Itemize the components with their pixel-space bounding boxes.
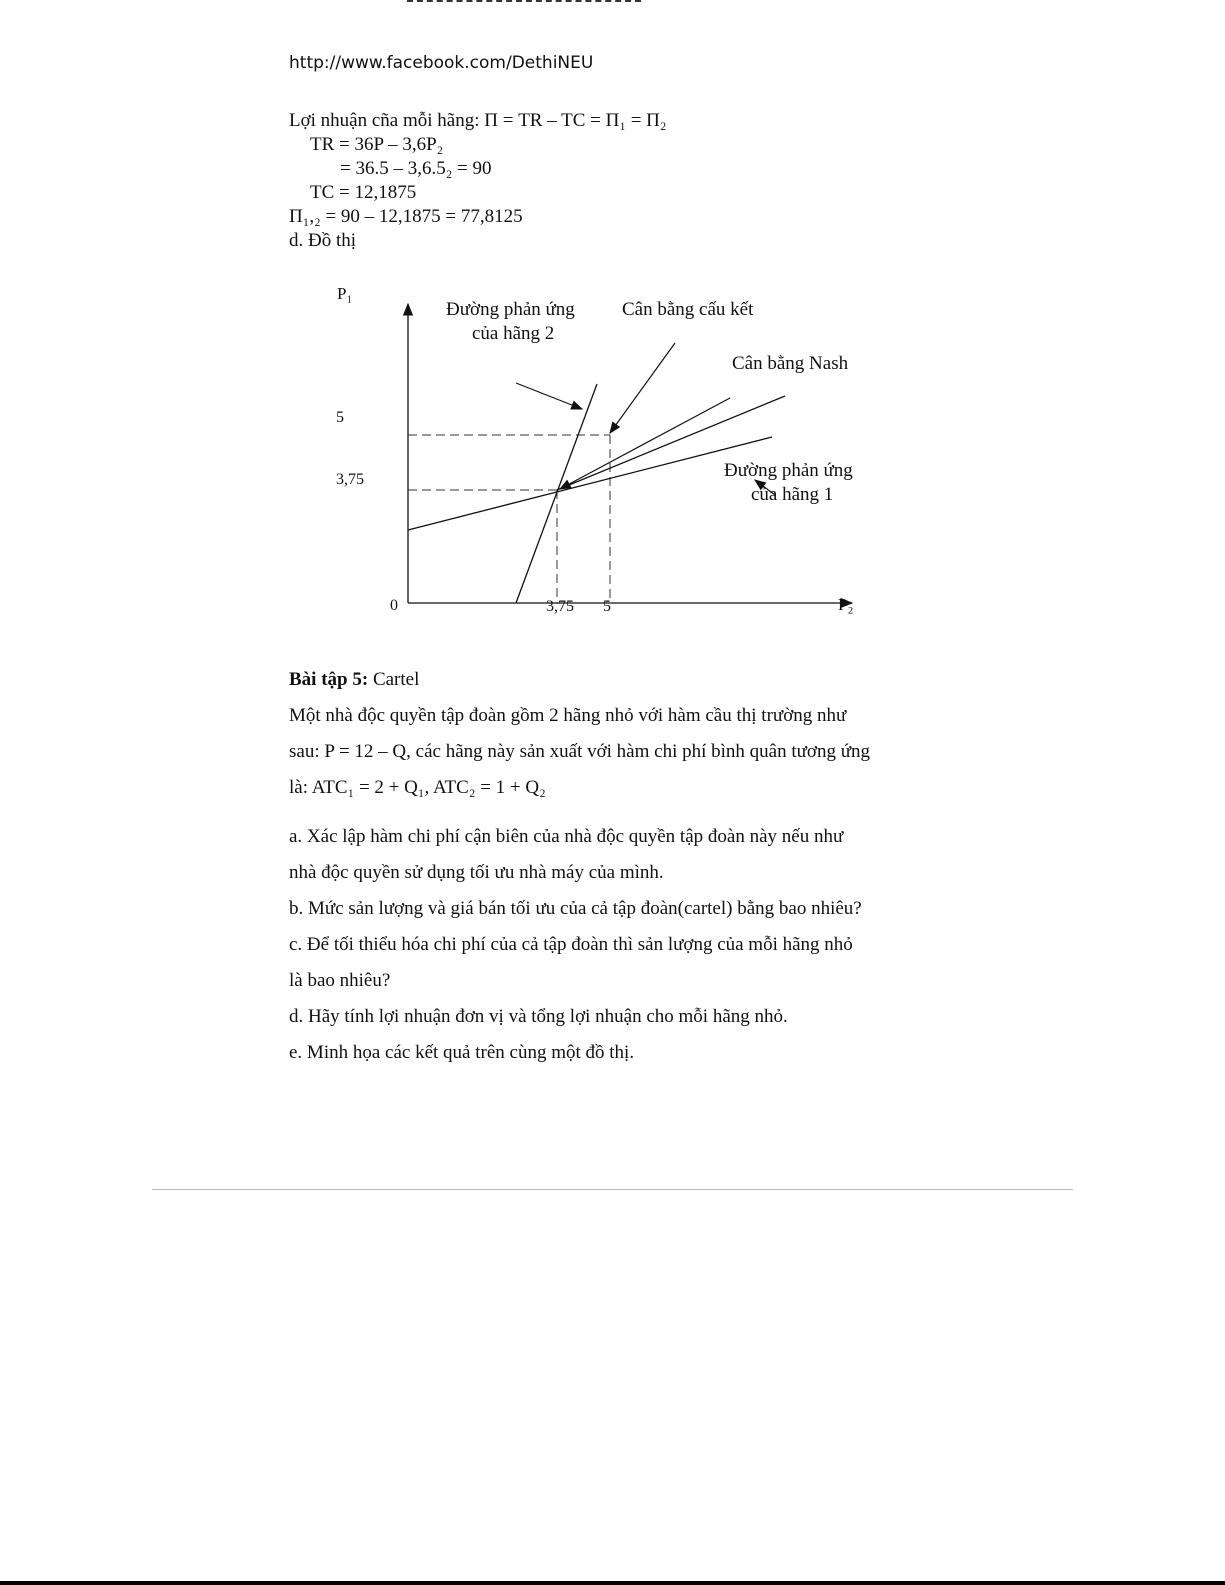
header-url[interactable]: http://www.facebook.com/DethiNEU: [289, 53, 594, 73]
x-tick-375: 3,75: [546, 598, 574, 615]
question-d: d. Hãy tính lợi nhuận đơn vị và tổng lợi nhuận cho mỗi hãng nhỏ.: [289, 1006, 788, 1027]
exercise-title-bold: Bài tập 5:: [289, 669, 369, 690]
label-reaction-1-line-1: Đường phản ứng: [724, 460, 853, 481]
reaction-curve-firm-2: [516, 384, 597, 603]
profit-line-4: TC = 12,1875: [310, 182, 417, 203]
profit-line-1: Lợi nhuận cña mỗi hãng: Π = TR – TC = Π₁ = Π₂: [289, 110, 667, 131]
arrow-to-reaction-2: [516, 383, 582, 409]
page-divider: [152, 1189, 1073, 1190]
label-reaction-2-line-1: Đường phản ứng: [446, 299, 575, 320]
reaction-curve-diagram: [320, 270, 880, 620]
exercise-title: [289, 669, 949, 691]
reaction-curve-firm-1: [408, 437, 772, 530]
exercise-title-rest: Cartel: [368, 669, 420, 690]
question-a-1: a. Xác lập hàm chi phí cận biên của nhà độc quyền tập đoàn này nếu như: [289, 826, 844, 847]
question-b: b. Mức sản lượng và giá bán tối ưu của cả tập đoàn(cartel) bằng bao nhiêu?: [289, 898, 862, 919]
profit-line-3: = 36.5 – 3,6.5₂ = 90: [340, 158, 492, 179]
question-c-2: là bao nhiêu?: [289, 970, 391, 991]
top-dashed-rule: [407, 0, 641, 4]
x-axis-label: P₂: [838, 595, 854, 614]
question-a-2: nhà độc quyền sử dụng tối ưu nhà máy của mình.: [289, 862, 664, 883]
profit-line-5: Π₁,₂ = 90 – 12,1875 = 77,8125: [289, 206, 523, 227]
label-collusion: Cân bằng cấu kết: [622, 299, 754, 320]
arrow-to-nash: [560, 398, 730, 489]
label-nash: Cân bằng Nash: [732, 353, 849, 374]
arrow-to-collusion: [610, 343, 675, 433]
exercise-intro-2: sau: P = 12 – Q, các hãng này sản xuất với hàm chi phí bình quân tương ứng: [289, 741, 871, 762]
x-tick-5: 5: [603, 598, 611, 615]
label-reaction-1-line-2: của hãng 1: [751, 484, 834, 505]
question-c-1: c. Để tối thiểu hóa chi phí của cả tập đoàn thì sản lượng của mỗi hãng nhỏ: [289, 934, 853, 955]
y-tick-5: 5: [336, 409, 344, 426]
profit-line-6: d. Đồ thị: [289, 230, 357, 251]
question-e: e. Minh họa các kết quả trên cùng một đồ thị.: [289, 1042, 635, 1063]
y-axis-label: P₁: [337, 284, 353, 303]
profit-line-2: TR = 36P – 3,6P₂: [310, 134, 444, 155]
origin-label: 0: [390, 597, 398, 614]
label-reaction-2-line-2: của hãng 2: [472, 323, 555, 344]
exercise-intro-1: Một nhà độc quyền tập đoàn gồm 2 hãng nhỏ với hàm cầu thị trường như: [289, 705, 847, 726]
y-tick-375: 3,75: [336, 471, 364, 488]
exercise-intro-3: là: ATC₁ = 2 + Q₁, ATC₂ = 1 + Q₂: [289, 777, 546, 798]
bottom-edge-bar: [0, 1581, 1225, 1585]
